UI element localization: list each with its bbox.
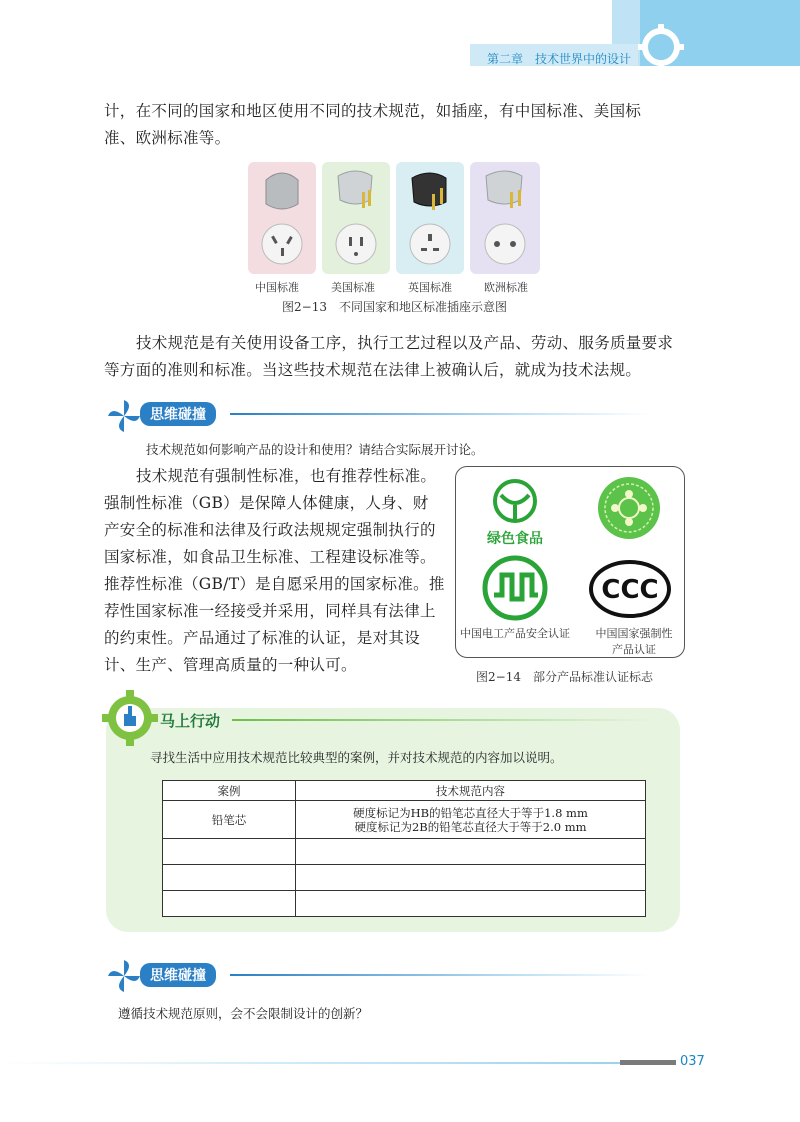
think-banner-title: 思维碰撞 (140, 402, 216, 426)
paragraph-3 (104, 463, 444, 679)
banner-line (230, 413, 650, 415)
table-cell-line: 硬度标记为2B的铅笔芯直径大于等于2.0 mm (354, 819, 587, 834)
uk-socket-panel (396, 162, 464, 274)
logo-label-line: 产品认证 (612, 643, 656, 656)
table-cell: 铅笔芯 (163, 801, 296, 839)
paragraph-line: 技术规范是有关使用设备工序，执行工艺过程以及产品、劳动、服务质量要求 (136, 334, 674, 352)
socket-label: 欧洲标准 (484, 281, 528, 294)
electrical-safety-logo (482, 555, 548, 621)
paragraph-1 (104, 98, 641, 152)
footer-bar (620, 1060, 676, 1065)
ccc-logo (588, 559, 672, 619)
ccc-text: CCC (601, 575, 659, 605)
green-seal-logo (596, 475, 662, 541)
action-title: 马上行动 (160, 712, 221, 730)
paragraph-line: 产安全的标准和法律及行政法规规定强制执行的 (104, 521, 436, 539)
page-number: 037 (680, 1054, 705, 1069)
logo-label-right (586, 625, 682, 657)
table-header: 技术规范内容 (296, 781, 646, 801)
us-plug-icon (322, 162, 390, 274)
china-plug-icon (248, 162, 316, 274)
table-cell (163, 839, 296, 865)
green-food-logo (484, 477, 546, 547)
paragraph-line: 强制性标准（GB）是保障人体健康，人身、财 (104, 494, 429, 512)
logo-label-left: 中国电工产品安全认证 (460, 627, 570, 640)
table-cell (296, 801, 646, 839)
standards-table (162, 780, 646, 917)
think-banner-title: 思维碰撞 (140, 963, 216, 987)
action-instruction: 寻找生活中应用技术规范比较典型的案例，并对技术规范的内容加以说明。 (150, 750, 563, 765)
paragraph-line: 推荐性标准（GB/T）是自愿采用的国家标准。推 (104, 575, 445, 593)
action-line (232, 719, 652, 721)
table-row (163, 865, 646, 891)
socket-label: 中国标准 (255, 281, 299, 294)
table-cell (163, 865, 296, 891)
table-cell (163, 891, 296, 917)
table-row (163, 891, 646, 917)
green-food-text: 绿色食品 (487, 531, 543, 547)
table-cell-line: 硬度标记为HB的铅笔芯直径大于等于1.8 mm (353, 805, 588, 820)
chapter-title: 第二章 技术世界中的设计 (487, 52, 632, 66)
socket-label: 英国标准 (408, 281, 452, 294)
pinwheel-icon (104, 398, 144, 434)
figure-caption: 图2−13 不同国家和地区标准插座示意图 (282, 300, 507, 314)
paragraph-line: 荐性国家标准一经接受并采用，同样具有法律上 (104, 602, 436, 620)
pinwheel-icon (104, 958, 144, 994)
paragraph-line: 计，在不同的国家和地区使用不同的技术规范，如插座，有中国标准、美国标 (104, 102, 642, 120)
paragraph-line: 准、欧洲标准等。 (104, 129, 231, 147)
us-socket-panel (322, 162, 390, 274)
eu-socket-panel (470, 162, 540, 274)
paragraph-line: 计、生产、管理高质量的一种认可。 (104, 656, 357, 674)
table-cell (296, 839, 646, 865)
paragraph-line: 技术规范有强制性标准，也有推荐性标准。 (136, 467, 437, 485)
uk-plug-icon (396, 162, 464, 274)
paragraph-line: 等方面的准则和标准。当这些技术规范在法律上被确认后，就成为技术法规。 (104, 361, 642, 379)
table-cell (296, 891, 646, 917)
table-row (163, 801, 646, 839)
socket-label: 美国标准 (331, 281, 375, 294)
socket-figure (248, 162, 540, 276)
table-cell (296, 865, 646, 891)
hand-gear-icon (102, 690, 158, 746)
footer-line (0, 1062, 620, 1064)
table-row (163, 839, 646, 865)
eu-plug-icon (470, 162, 540, 274)
paragraph-2 (104, 330, 673, 384)
gear-icon (636, 22, 686, 72)
paragraph-line: 的约束性。产品通过了标准的认证，是对其设 (104, 629, 421, 647)
think-question: 技术规范如何影响产品的设计和使用？请结合实际展开讨论。 (146, 442, 484, 457)
paragraph-line: 国家标准，如食品卫生标准、工程建设标准等。 (104, 548, 436, 566)
banner-line (230, 974, 650, 976)
figure-caption: 图2−14 部分产品标准认证标志 (476, 670, 653, 684)
think-question: 遵循技术规范原则，会不会限制设计的创新？ (118, 1006, 369, 1021)
table-header-row (163, 781, 646, 801)
china-socket-panel (248, 162, 316, 274)
table-header: 案例 (163, 781, 296, 801)
certification-figure (455, 466, 685, 658)
logo-label-line: 中国国家强制性 (595, 627, 673, 640)
